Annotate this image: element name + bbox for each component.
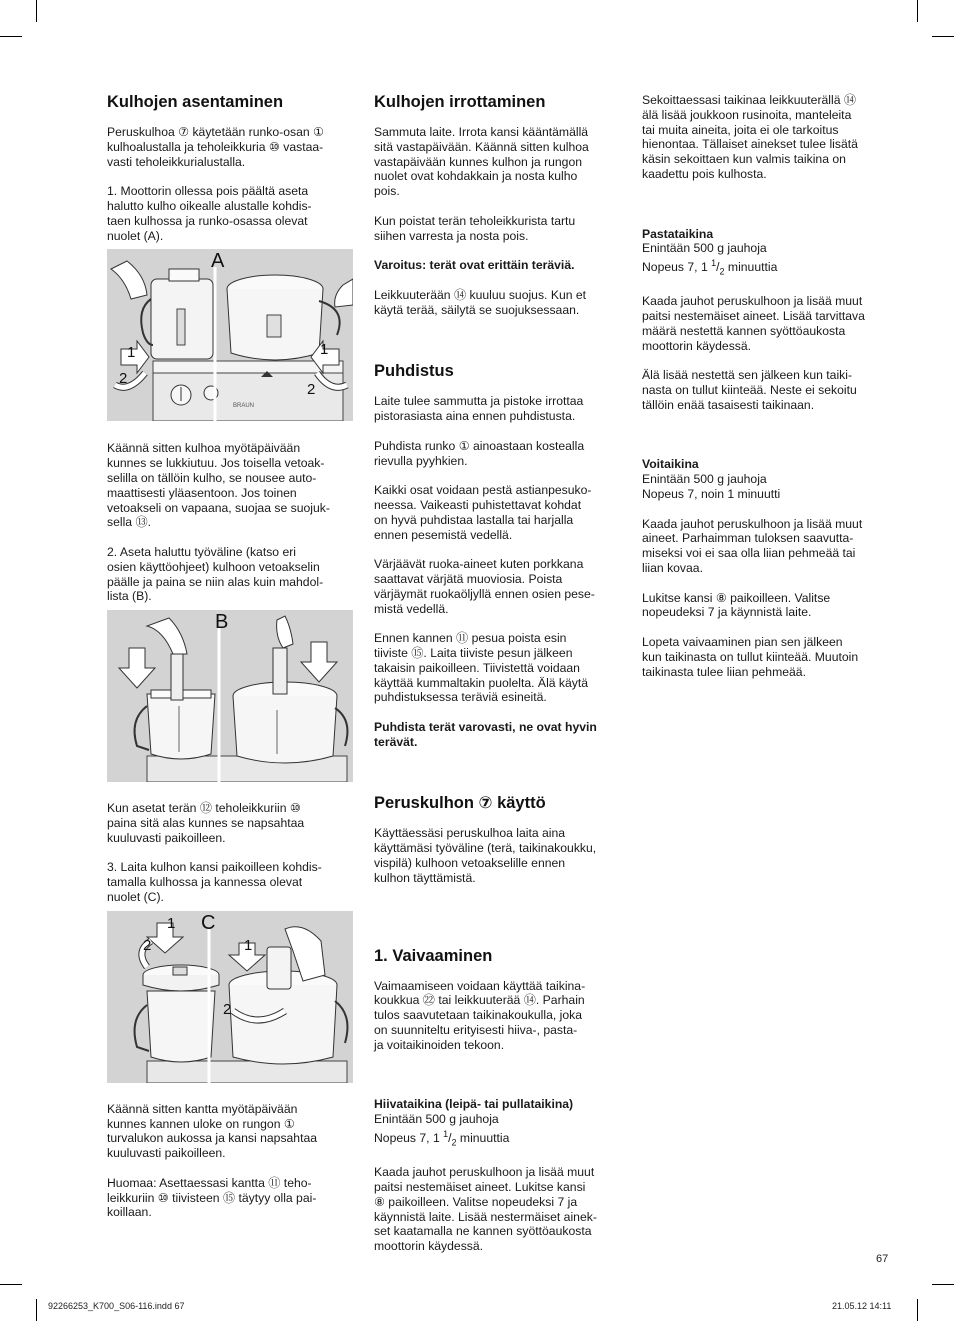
warning-text: Varoitus: terät ovat erittäin teräviä. — [374, 258, 575, 273]
crop-mark — [0, 1284, 22, 1285]
figure-b — [107, 610, 353, 782]
figure-a — [107, 249, 353, 421]
heading-kneading: 1. Vaivaaminen — [374, 946, 493, 965]
recipe-butter-dough — [642, 443, 892, 502]
paragraph: Peruskulhoa ⑦ käytetään runko-osan ① kulhoalustalla ja teholeikkuria ⑩ vastaa- vasti teholeikkurialustalla. — [107, 125, 324, 169]
braun-logo: BRAUN — [233, 403, 255, 410]
recipe-pasta-dough — [642, 212, 892, 280]
crop-mark — [932, 36, 954, 37]
figure-number: 1 — [320, 341, 329, 359]
heading-cleaning: Puhdistus — [374, 362, 454, 381]
crop-mark — [36, 1299, 37, 1321]
paragraph: Kun poistat terän teholeikkurista tartu siihen varresta ja nosta pois. — [374, 213, 576, 243]
figure-number: 2 — [119, 370, 128, 388]
figure-a-letter: A — [211, 250, 225, 273]
figure-number: 1 — [167, 914, 176, 932]
figure-c — [107, 911, 353, 1083]
paragraph: 2. Aseta haluttu työväline (katso eri osien käyttöohjeet) kulhoon vetoakselin päälle ja paina se niin alas kuin mahdol- lista (B). — [107, 544, 324, 604]
paragraph: Vaimaamiseen voidaan käyttää taikina- koukkua ㉒ tai leikkuuterää ⑭. Parhain tulos saavutetaan taikinakoukulla, joka on suunniteltu erityisesti hiiva-, pasta- ja voitaikinoiden tekoon. — [374, 978, 586, 1052]
paragraph: Sekoittaessasi taikinaa leikkuuterällä ⑭ älä lisää joukkoon rusinoita, manteleita tai muita aineita, joita ei ole tarkoitus hienontaa. Tällaiset ainekset tulee lisätä käsin sekoittaen kun valmis taikina on kaadettu pois kulhosta. — [642, 93, 858, 181]
footer-file-info: 92266253_K700_S06-116.indd 67 — [48, 1301, 185, 1311]
heading-bowl-removal: Kulhojen irrottaminen — [374, 93, 546, 111]
paragraph: Sammuta laite. Irrota kansi kääntämällä sitä vastapäivään. Käännä sitten kulhoa vastapäivään kunnes kulhon ja rungon nuolet ovat kohdakkain ja nosta kulho pois. — [374, 125, 589, 199]
column-left — [107, 92, 355, 1235]
paragraph: Kaada jauhot peruskulhoon ja lisää muut aineet. Parhaimman tuloksen saavutta- miseksi voi ei saa olla liian pehmeää tai liian kovaa. — [642, 516, 863, 576]
crop-mark — [917, 1299, 918, 1321]
paragraph: Kun asetat terän ⑫ teholeikkuriin ⑩ paina sitä alas kunnes se napsahtaa kuuluvasti paikoilleen. — [107, 801, 305, 845]
figure-b-letter: B — [215, 611, 229, 634]
paragraph: Käännä sitten kantta myötäpäivään kunnes kannen uloke on rungon ① turvalukon aukossa ja kansi napsahtaa kuuluvasti paikoilleen. — [107, 1101, 318, 1161]
figure-number: 1 — [244, 936, 253, 954]
paragraph: Puhdista runko ① ainoastaan kostealla rievulla pyyhkien. — [374, 438, 585, 468]
paragraph: Leikkuuterään ⑭ kuuluu suojus. Kun et käytä terää, säilytä se suojuksessaan. — [374, 287, 587, 317]
paragraph: Värjäävät ruoka-aineet kuten porkkana saattavat värjätä muoviosia. Poista värjäymät ruokaöljyllä ennen osien pese- mistä vedellä. — [374, 557, 595, 616]
heading-main-bowl-use: Peruskulhon ⑦ käyttö — [374, 794, 546, 813]
figure-c-letter: C — [201, 911, 216, 934]
figure-number: 2 — [143, 936, 152, 954]
figure-number: 1 — [127, 344, 136, 362]
paragraph: Laite tulee sammutta ja pistoke irrottaa pistorasiasta aina ennen puhdistusta. — [374, 394, 584, 424]
crop-mark — [917, 0, 918, 22]
figure-b-illustration — [107, 610, 353, 782]
recipe-amount: Enintään 500 g jauhoja — [374, 1112, 499, 1127]
paragraph: Käyttäessäsi peruskulhoa laita aina käyttämäsi työväline (terä, taikinakoukku, vispilä) kulhoon vetoakselille ennen kulhon täyttämistä. — [374, 826, 597, 885]
footer-date: 21.05.12 14:11 — [832, 1301, 892, 1311]
recipe-label: Voitaikina — [642, 457, 699, 472]
heading-bowl-assembly: Kulhojen asentaminen — [107, 93, 284, 111]
figure-number: 2 — [223, 1000, 232, 1018]
paragraph: Huomaa: Asettaessasi kantta ⑪ teho- leikkuriin ⑩ tiivisteen ⑮ täytyy olla pai- koillaan. — [107, 1175, 317, 1220]
paragraph: 3. Laita kulhon kansi paikoilleen kohdis- tamalla kulhossa ja kannessa olevat nuolet (C). — [107, 860, 322, 904]
figure-number: 2 — [307, 381, 316, 399]
recipe-speed: Nopeus 7, noin 1 minuutti — [642, 487, 781, 502]
column-middle — [374, 92, 622, 1269]
page-number: 67 — [876, 1253, 889, 1265]
paragraph: Ennen kannen ⑪ pesua poista esin tiiviste ⑮. Laita tiiviste pesun jälkeen takaisin paikoilleen. Tiivistettä voidaan käyttää kummaltakin puolelta. Älä käytä puhdistuksessa teräviä esineitä. — [374, 631, 589, 705]
recipe-amount: Enintään 500 g jauhoja — [642, 241, 767, 256]
column-right — [642, 93, 892, 694]
recipe-speed: Nopeus 7, 1 $^1/_2$ minuuttia — [374, 1129, 510, 1148]
recipe-label: Hiivataikina (leipä- tai pullataikina) — [374, 1097, 574, 1112]
paragraph: Kaada jauhot peruskulhoon ja lisää muut paitsi nestemäiset aineet. Lisää tarvittava määrä nestettä kannen syöttöaukosta moottorin käydessä. — [642, 294, 865, 353]
crop-mark — [0, 36, 22, 37]
recipe-yeast-dough — [374, 1083, 622, 1151]
crop-mark — [932, 1284, 954, 1285]
recipe-amount: Enintään 500 g jauhoja — [642, 472, 767, 487]
recipe-speed: Nopeus 7, 1 $^1/_2$ minuuttia — [642, 258, 778, 277]
paragraph: Käännä sitten kulhoa myötäpäivään kunnes se lukkiutuu. Jos toisella vetoak- selilla on tällöin kulho, se nousee auto- maattisesti yläasentoon. Jos toinen vetoakseli on vapaana, suojaa se suojuk- sella ⑬. — [107, 441, 330, 530]
figure-a-illustration — [107, 249, 353, 421]
paragraph: 1. Moottorin ollessa pois päältä aseta halutto kulho oikealle alustalle kohdis- taen kulhossa ja runko-osassa olevat nuolet (A). — [107, 184, 312, 243]
recipe-label: Pastataikina — [642, 226, 714, 241]
warning-text: Puhdista terät varovasti, ne ovat hyvin terävät. — [374, 719, 597, 749]
paragraph: Lopeta vaivaaminen pian sen jälkeen kun taikinasta on tullut kiinteää. Muutoin taikinasta tulee liian pehmeää. — [642, 635, 859, 679]
paragraph: Kaikki osat voidaan pestä astianpesuko- neessa. Vaikeasti puhistettavat kohdat on hyvä puhdistaa lastalla tai harjalla ennen pesemistä vedellä. — [374, 483, 592, 542]
crop-mark — [36, 0, 37, 22]
paragraph: Lukitse kansi ⑧ paikoilleen. Valitse nopeudeksi 7 ja käynnistä laite. — [642, 590, 831, 620]
paragraph: Kaada jauhot peruskulhoon ja lisää muut paitsi nestemäiset aineet. Lukitse kansi ⑧ paikoilleen. Valitse nopeudeksi 7 ja käynnistä laite. Lisää nestermäiset ainek- set kaatamalla ne kannen syöttöaukosta moottorin käydessä. — [374, 1165, 597, 1254]
paragraph: Älä lisää nestettä sen jälkeen kun taiki- nasta on tullut kiinteää. Neste ei sekoitu tällöin enää tasaisesti taikinaan. — [642, 368, 857, 412]
